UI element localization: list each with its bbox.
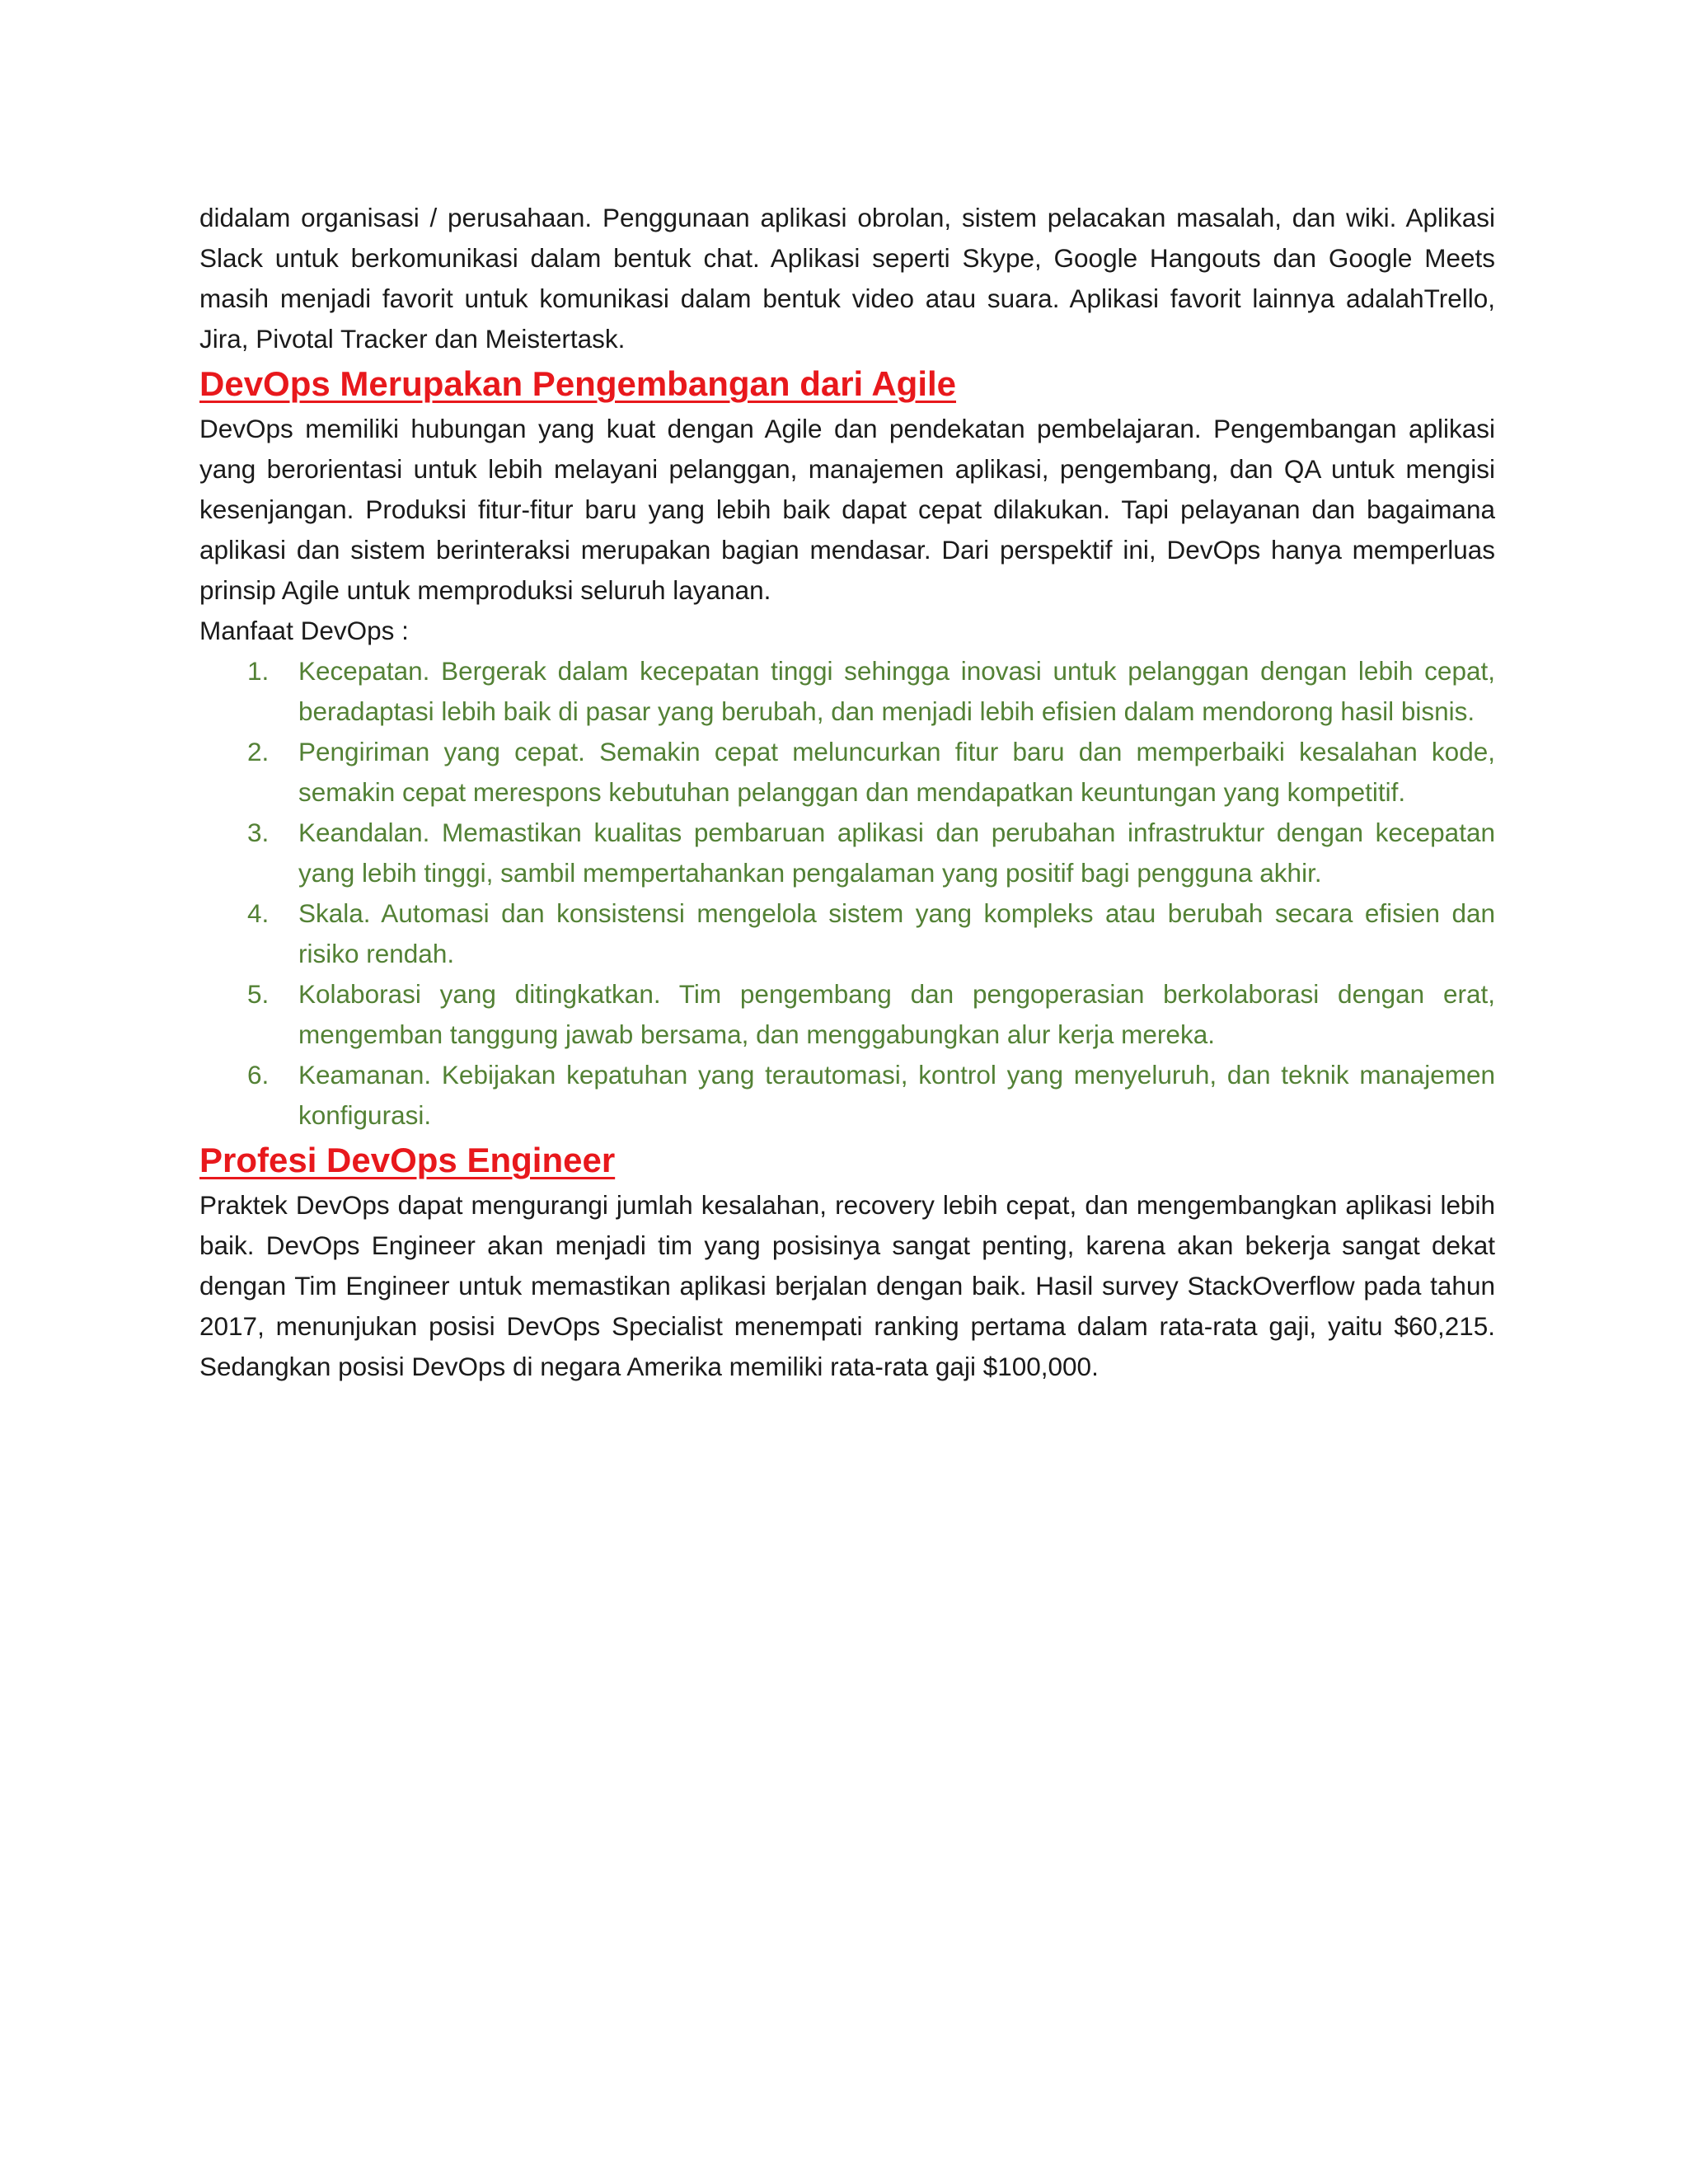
- list-item-text: Kecepatan. Bergerak dalam kecepatan tinggi sehingga inovasi untuk pelanggan dengan lebih cepat, beradaptasi lebih baik di pasar yang berubah, dan menjadi lebih efisien dalam mendorong hasil bisnis.: [298, 656, 1495, 726]
- list-item-number: 2.: [247, 737, 270, 766]
- list-item: [199, 893, 1495, 974]
- list-item-text: Skala. Automasi dan konsistensi mengelola sistem yang kompleks atau berubah secara efisien dan risiko rendah.: [298, 898, 1495, 968]
- list-item: [199, 651, 1495, 732]
- list-item-number: 1.: [247, 656, 270, 686]
- document-page: [199, 198, 1495, 1387]
- list-item-text: Pengiriman yang cepat. Semakin cepat meluncurkan fitur baru dan memperbaiki kesalahan kode, semakin cepat merespons kebutuhan pelanggan dan mendapatkan keuntungan yang kompetitif.: [298, 737, 1495, 807]
- intro-paragraph: didalam organisasi / perusahaan. Penggunaan aplikasi obrolan, sistem pelacakan masalah, dan wiki. Aplikasi Slack untuk berkomunikasi dalam bentuk chat. Aplikasi seperti Skype, Google Hangouts dan Google Meets masih menjadi favorit untuk komunikasi dalam bentuk video atau suara. Aplikasi favorit lainnya adalahTrello, Jira, Pivotal Tracker dan Meistertask.: [199, 203, 1495, 354]
- benefits-label: Manfaat DevOps :: [199, 616, 409, 645]
- list-item: [199, 813, 1495, 893]
- list-item: [199, 732, 1495, 813]
- engineer-paragraph: Praktek DevOps dapat mengurangi jumlah kesalahan, recovery lebih cepat, dan mengembangkan aplikasi lebih baik. DevOps Engineer akan menjadi tim yang posisinya sangat penting, karena akan bekerja sangat dekat dengan Tim Engineer untuk memastikan aplikasi berjalan dengan baik. Hasil survey StackOverflow pada tahun 2017, menunjukan posisi DevOps Specialist menempati ranking pertama dalam rata-rata gaji, yaitu $60,215. Sedangkan posisi DevOps di negara Amerika memiliki rata-rata gaji $100,000.: [199, 1190, 1495, 1381]
- list-item-text: Keamanan. Kebijakan kepatuhan yang terautomasi, kontrol yang menyeluruh, dan teknik manajemen konfigurasi.: [298, 1060, 1495, 1130]
- agile-paragraph: DevOps memiliki hubungan yang kuat dengan Agile dan pendekatan pembelajaran. Pengembangan aplikasi yang berorientasi untuk lebih melayani pelanggan, manajemen aplikasi, pengembang, dan QA untuk mengisi kesenjangan. Produksi fitur-fitur baru yang lebih baik dapat cepat dilakukan. Tapi pelayanan dan bagaimana aplikasi dan sistem berinteraksi merupakan bagian mendasar. Dari perspektif ini, DevOps hanya memperluas prinsip Agile untuk memproduksi seluruh layanan.: [199, 414, 1495, 605]
- list-item-text: Keandalan. Memastikan kualitas pembaruan aplikasi dan perubahan infrastruktur dengan kecepatan yang lebih tinggi, sambil mempertahankan pengalaman yang positif bagi pengguna akhir.: [298, 818, 1495, 888]
- list-item-number: 4.: [247, 898, 270, 928]
- list-item-number: 3.: [247, 818, 270, 847]
- list-item: [199, 1055, 1495, 1136]
- list-item: [199, 974, 1495, 1055]
- engineer-section-heading: Profesi DevOps Engineer: [199, 1141, 616, 1179]
- list-item-text: Kolaborasi yang ditingkatkan. Tim pengembang dan pengoperasian berkolaborasi dengan erat, mengemban tanggung jawab bersama, dan menggabungkan alur kerja mereka.: [298, 979, 1495, 1049]
- agile-section-heading: DevOps Merupakan Pengembangan dari Agile: [199, 364, 957, 403]
- list-item-number: 5.: [247, 979, 270, 1009]
- benefits-list: [199, 651, 1495, 1136]
- list-item-number: 6.: [247, 1060, 270, 1090]
